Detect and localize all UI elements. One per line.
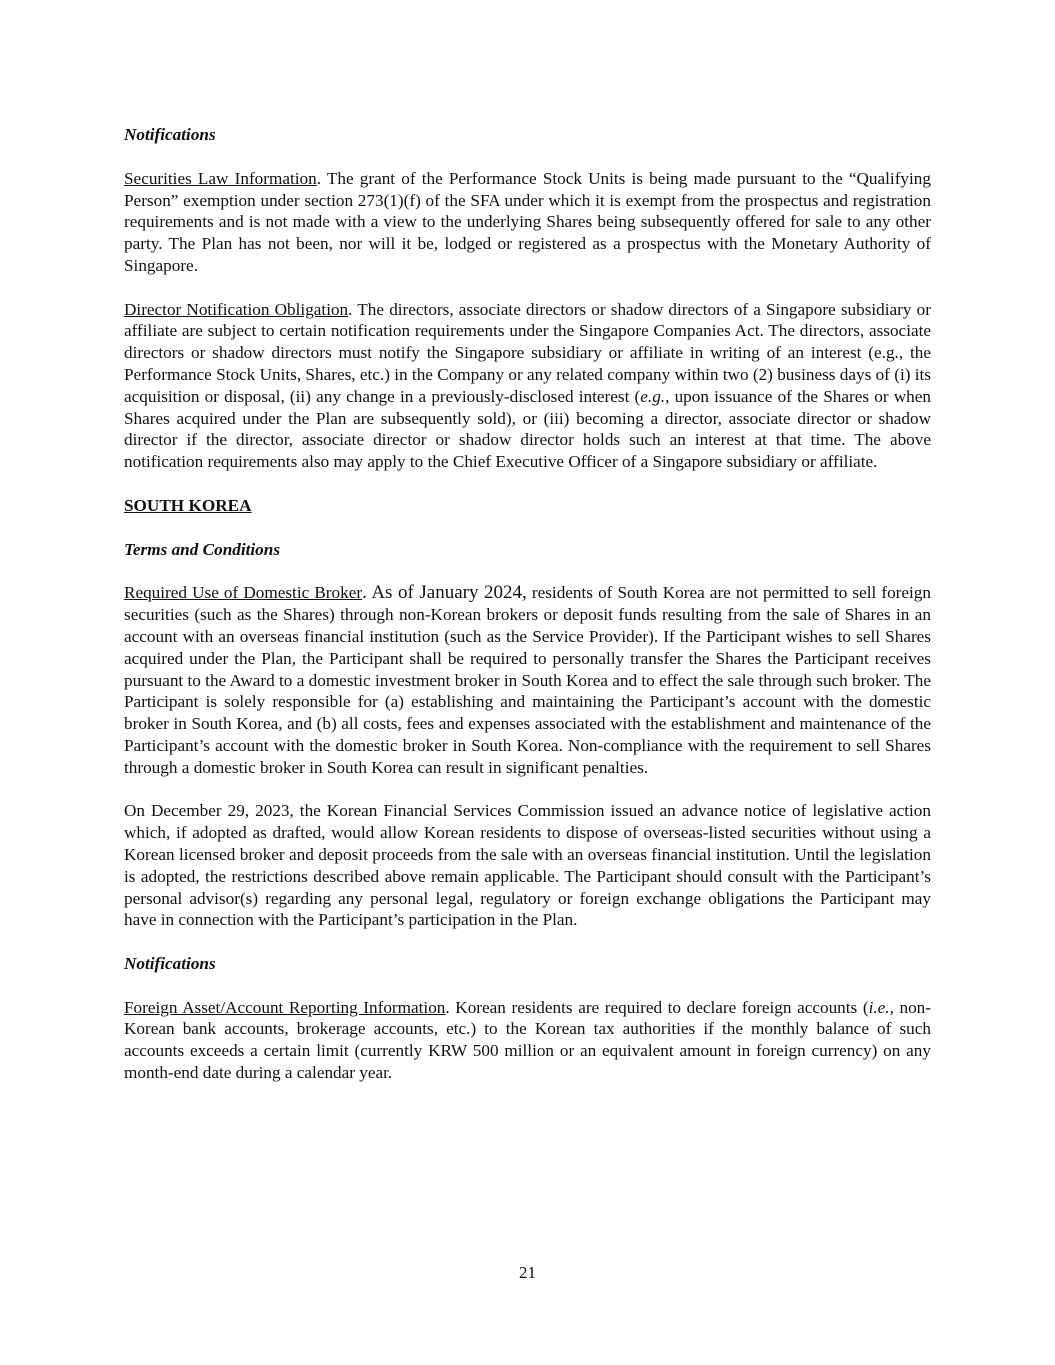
domestic-broker-text: residents of South Korea are not permitted to sell foreign securities (such as the Shares) through non-Korean brokers or deposit funds resulting from the sale of Shares in an account with an overseas financial institution (such as the Service Provider). If the Participant wishes to sell Shares acquired under the Plan, the Participant shall be required to personally transfer the Shares the Participant receives pursuant to the Award to a domestic investment broker in South Korea and to effect the sale through such broker. The Participant is solely responsible for (a) establishing and maintaining the Participant’s account with the domestic broker in South Korea, and (b) all costs, fees and expenses associated with the establishment and maintenance of the Participant’s account with the domestic broker in South Korea. Non-compliance with the requirement to sell Shares through a domestic broker in South Korea can result in significant penalties. [124,583,931,777]
securities-law-paragraph [124,168,931,277]
foreign-asset-ie: i.e. [868,997,890,1017]
director-notification-text-a: . The directors, associate directors or shadow directors of a Singapore subsidiary or affiliate are subject to certain notification requirements under the Singapore Companies Act. The directors, associate directors or shadow directors must notify the Singapore subsidiary or affiliate in writing of an interest (e.g., the Performance Stock Units, Shares, etc.) in the Company or any related company within two (2) business days of (i) its acquisition or disposal, (ii) any change in a previously-disclosed interest ( [124,299,931,406]
south-korea-heading: SOUTH KOREA [124,495,252,515]
korea-notifications-heading: Notifications [124,953,216,973]
notifications-heading: Notifications [124,125,216,144]
foreign-asset-text-b: , non-Korean bank accounts, brokerage accounts, etc.) to the Korean tax authorities if the monthly balance of such accounts exceeds a certain limit (currently KRW 500 million or an equivalent amount in foreign currency) on any month-end date during a calendar year. [124,997,931,1083]
foreign-asset-paragraph [124,997,931,1084]
domestic-broker-title: Required Use of Domestic Broker [124,583,363,603]
page-number: 21 [519,1263,536,1282]
securities-law-title: Securities Law Information [124,168,317,188]
terms-conditions-heading: Terms and Conditions [124,539,281,559]
foreign-asset-title: Foreign Asset/Account Reporting Information [124,997,446,1017]
domestic-broker-lead: . As of January 2024, [362,582,527,604]
securities-law-text: . The grant of the Performance Stock Units is being made pursuant to the “Qualifying Person” exemption under section 273(1)(f) of the SFA under which it is exempt from the prospectus and registration requirements and is not made with a view to the underlying Shares being subsequently offered for sale to any other party. The Plan has not been, nor will it be, lodged or registered as a prospectus with the Monetary Authority of Singapore. [124,168,931,275]
director-notification-title: Director Notification Obligation [124,299,349,319]
director-notification-paragraph [124,299,931,473]
director-notification-text-b: , upon issuance of the Shares or when Shares acquired under the Plan are subsequently sold), or (iii) becoming a director, associate director or shadow director if the director, associate director or shadow director holds such an interest at that time. The above notification requirements also may apply to the Chief Executive Officer of a Singapore subsidiary or affiliate. [124,386,931,472]
foreign-asset-text-a: . Korean residents are required to declare foreign accounts ( [445,997,869,1017]
domestic-broker-paragraph [124,582,931,778]
legislative-notice-paragraph: On December 29, 2023, the Korean Financial Services Commission issued an advance notice of legislative action which, if adopted as drafted, would allow Korean residents to dispose of overseas-listed securities without using a Korean licensed broker and deposit proceeds from the sale with an overseas financial institution. Until the legislation is adopted, the restrictions described above remain applicable. The Participant should consult with the Participant’s personal advisor(s) regarding any personal legal, regulatory or foreign exchange obligations the Participant may have in connection with the Participant’s participation in the Plan. [124,801,931,930]
document-body [124,124,931,1084]
director-notification-eg: e.g. [640,386,666,406]
